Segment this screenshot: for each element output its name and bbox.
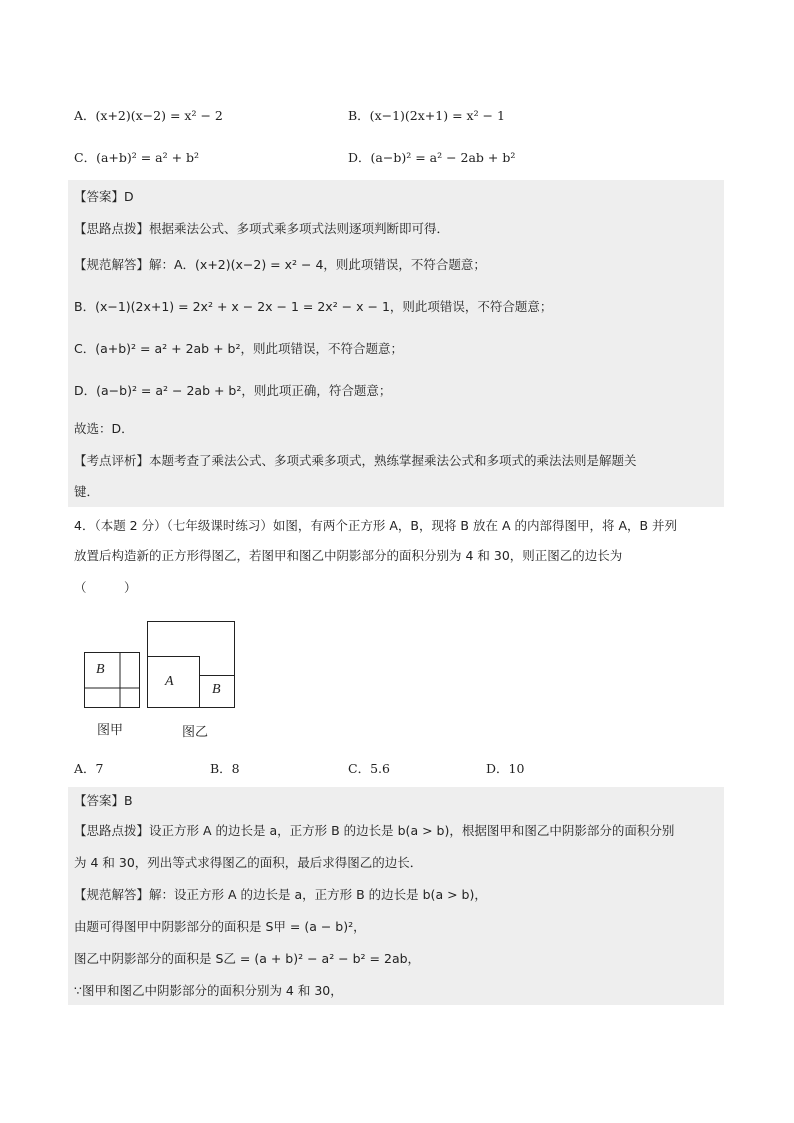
q4-stem-3: （ ） [74, 580, 137, 595]
q4-option-c: C．5.6 [348, 761, 390, 776]
q4-solution-2: 由题可得图甲中阴影部分的面积是 S甲 = (a − b)²， [74, 919, 366, 934]
q3-option-c: C．(a+b)² = a² + b² [74, 150, 200, 165]
q3-option-a: A．(x+2)(x−2) = x² − 2 [74, 108, 223, 123]
figure-jia-caption: 图甲 [97, 723, 124, 738]
figure-jia [84, 652, 140, 708]
q4-stem-2: 放置后构造新的正方形得图乙，若图甲和图乙中阴影部分的面积分别为 4 和 30，则正图乙的边长为 [74, 548, 623, 563]
q4-hint-1: 【思路点拨】设正方形 A 的边长是 a，正方形 B 的边长是 b(a > b)，根据图甲和图乙中阴影部分的面积分别 [74, 823, 675, 838]
q3-option-d: D．(a−b)² = a² − 2ab + b² [348, 150, 516, 165]
q3-hint: 【思路点拨】根据乘法公式、多项式乘多项式法则逐项判断即可得． [74, 221, 450, 236]
figure-yi [147, 621, 236, 709]
q3-option-b: B．(x−1)(2x+1) = x² − 1 [348, 108, 505, 123]
q4-solution-3: 图乙中阴影部分的面积是 S乙 = (a + b)² − a² − b² = 2ab， [74, 951, 421, 966]
q3-solution-3: C．(a+b)² = a² + 2ab + b²，则此项错误，不符合题意； [74, 341, 403, 356]
q4-stem-1: 4．（本题 2 分）（七年级课时练习）如图，有两个正方形 A，B，现将 B 放在 A 的内部得图甲，将 A，B 并列 [74, 518, 678, 533]
figure-yi-label-b: B [212, 682, 221, 697]
q3-answer: 【答案】D [74, 189, 134, 204]
q3-choose: 故选：D． [74, 421, 134, 436]
figure-yi-label-a: A [165, 674, 174, 689]
q4-option-d: D．10 [486, 761, 525, 776]
q4-answer: 【答案】B [74, 793, 133, 808]
figure-yi-caption: 图乙 [182, 725, 209, 740]
q4-solution-4: ∵图甲和图乙中阴影部分的面积分别为 4 和 30， [74, 983, 343, 998]
q3-solution-2: B．(x−1)(2x+1) = 2x² + x − 2x − 1 = 2x² − x − 1，则此项错误，不符合题意； [74, 299, 553, 314]
q4-option-a: A．7 [74, 761, 104, 776]
q4-hint-2: 为 4 和 30，列出等式求得图乙的面积，最后求得图乙的边长． [74, 855, 423, 870]
q3-solution-1: 【规范解答】解：A．(x+2)(x−2) = x² − 4，则此项错误，不符合题意； [74, 257, 486, 272]
q3-analysis-2: 键． [74, 484, 100, 499]
q4-option-b: B．8 [210, 761, 240, 776]
q3-solution-4: D．(a−b)² = a² − 2ab + b²，则此项正确，符合题意； [74, 383, 392, 398]
figure-jia-label-b: B [96, 662, 105, 677]
q3-analysis-1: 【考点评析】本题考查了乘法公式、多项式乘多项式，熟练掌握乘法公式和多项式的乘法法则是解题关 [74, 453, 637, 468]
q4-solution-1: 【规范解答】解：设正方形 A 的边长是 a，正方形 B 的边长是 b(a > b)， [74, 887, 487, 902]
